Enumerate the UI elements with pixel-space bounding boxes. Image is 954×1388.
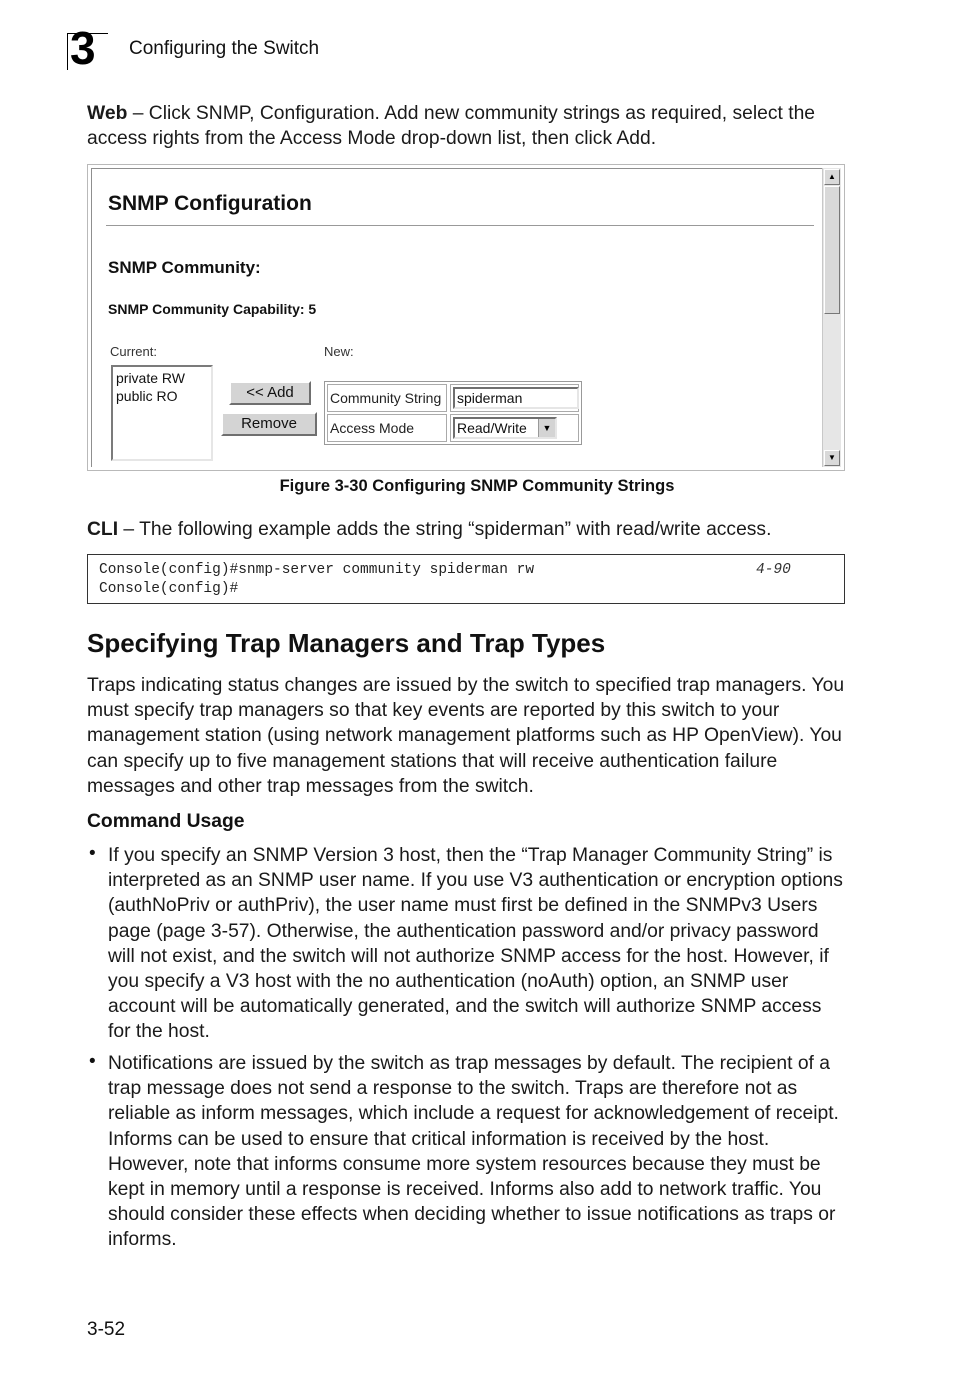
current-label: Current: bbox=[110, 344, 157, 359]
remove-button[interactable]: Remove bbox=[221, 412, 317, 436]
access-mode-row bbox=[327, 414, 579, 442]
web-lead: Web bbox=[87, 103, 128, 124]
current-community-list[interactable] bbox=[111, 365, 213, 461]
bullet-icon: • bbox=[89, 1051, 96, 1072]
command-usage-heading: Command Usage bbox=[87, 811, 245, 832]
page-reference: 4-90 bbox=[756, 562, 791, 578]
figure-caption: Figure 3-30 Configuring SNMP Community Strings bbox=[279, 477, 675, 495]
code-example bbox=[87, 554, 845, 604]
cli-lead: CLI bbox=[87, 519, 119, 540]
community-string-cell bbox=[450, 384, 579, 412]
community-string-label: Community String bbox=[327, 384, 447, 412]
snmp-configuration-screenshot bbox=[87, 164, 845, 471]
community-capability: SNMP Community Capability: 5 bbox=[108, 301, 317, 317]
community-string-input[interactable]: spiderman bbox=[453, 387, 579, 409]
cli-instructions bbox=[87, 517, 847, 542]
access-mode-cell bbox=[450, 414, 579, 442]
page-number: 3-52 bbox=[87, 1319, 126, 1340]
code-line: Console(config)#snmp-server community spiderman rw bbox=[99, 562, 535, 578]
title-divider bbox=[106, 225, 814, 226]
community-string-row bbox=[327, 384, 579, 412]
add-button[interactable]: << Add bbox=[229, 381, 311, 405]
code-line: Console(config)# bbox=[99, 581, 239, 597]
list-item: Notifications are issued by the switch as trap messages by default. The recipient of a trap message does not send a response to the switch. Traps are therefore not as reliable as inform messages, which include a request for acknowledgement of receipt. Informs can be used to ensure that critical information is received by the host. However, note that informs consume more system resources because they must be kept in memory until a response is received. Informs also add to network traffic. You should consider these effects when deciding whether to issue notifications as traps or informs. bbox=[108, 1053, 839, 1251]
scroll-up-icon[interactable]: ▲ bbox=[824, 169, 840, 185]
screenshot-content bbox=[91, 168, 822, 467]
list-item: If you specify an SNMP Version 3 host, then the “Trap Manager Community String” is interpreted as an SNMP user name. If you use V3 authentication or encryption options (authNoPriv or authPriv), the user name must first be defined in the SNMPv3 Users page (page 3-57). Otherwise, the authentication password and/or privacy password will not exist, and the switch will not authorize SNMP access for the host. However, if you specify a V3 host with the no authentication (noAuth) option, an SNMP user account will be automatically generated, and the switch will authorize SNMP access for the host. bbox=[108, 845, 843, 1043]
web-text: – Click SNMP, Configuration. Add new community strings as required, select the access rights from the Access Mode drop-down list, then click Add. bbox=[87, 103, 816, 150]
cli-text: – The following example adds the string “spiderman” with read/write access. bbox=[118, 519, 772, 540]
new-label: New: bbox=[324, 344, 354, 359]
section-heading: Specifying Trap Managers and Trap Types bbox=[87, 628, 606, 658]
list-item[interactable]: public RO bbox=[116, 388, 178, 404]
bullet-icon: • bbox=[89, 843, 96, 864]
section-body: Traps indicating status changes are issued by the switch to specified trap managers. You must specify trap managers so that key events are reported by this switch to your management station (using network management platforms such as HP OpenView). You can specify up to five management stations that will receive authentication failure messages and other trap messages from the switch. bbox=[87, 675, 845, 797]
running-header: Configuring the Switch bbox=[129, 38, 320, 59]
chevron-down-icon[interactable]: ▼ bbox=[538, 419, 555, 437]
chapter-number: 3 bbox=[70, 22, 96, 74]
scroll-down-icon[interactable]: ▼ bbox=[824, 450, 840, 466]
list-item[interactable]: private RW bbox=[116, 370, 185, 386]
scroll-thumb[interactable] bbox=[824, 186, 840, 314]
access-mode-label: Access Mode bbox=[327, 414, 447, 442]
snmp-community-heading: SNMP Community: bbox=[108, 258, 261, 277]
snmp-config-title: SNMP Configuration bbox=[108, 192, 312, 215]
web-instructions bbox=[87, 101, 847, 151]
access-mode-value: Read/Write bbox=[457, 420, 527, 436]
new-community-form bbox=[324, 381, 582, 445]
vertical-scrollbar[interactable] bbox=[822, 168, 841, 467]
access-mode-select[interactable] bbox=[453, 417, 557, 439]
